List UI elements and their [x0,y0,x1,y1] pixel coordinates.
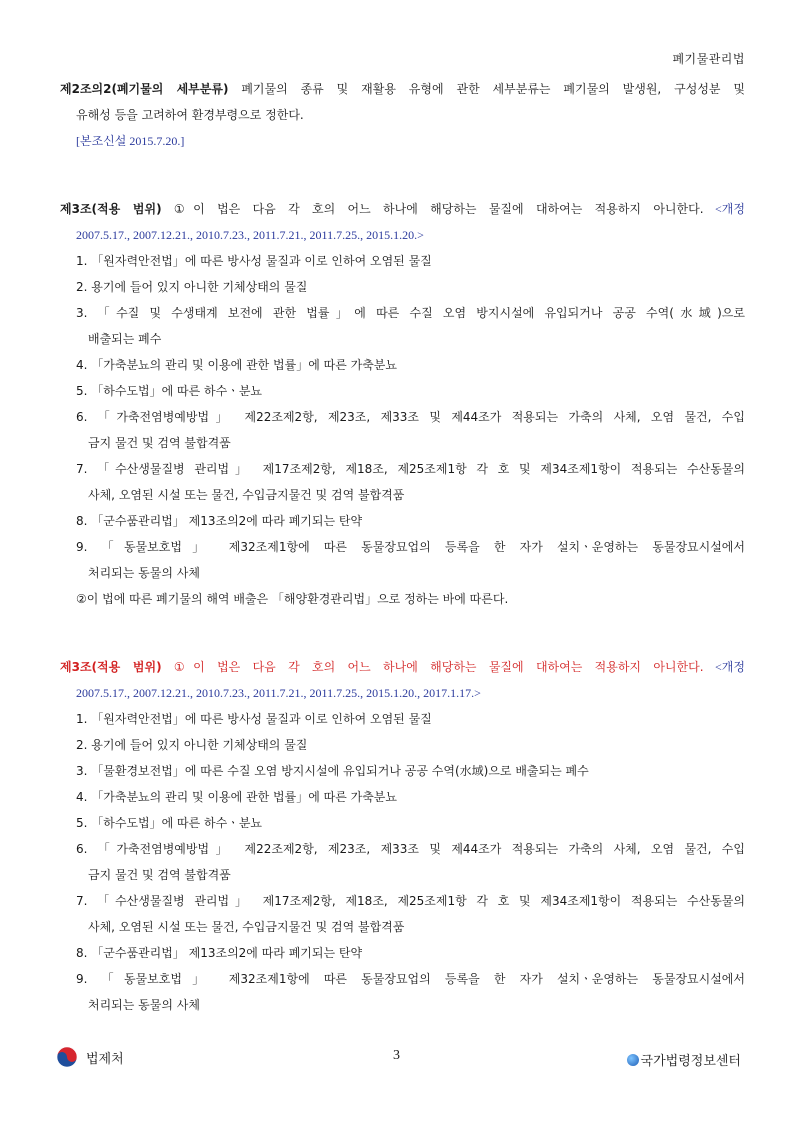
art3b-item3: 3. 「물환경보전법」에 따른 수질 오염 방지시설에 유입되거나 공공 수역(水域)으로 배출되는 폐수 [76,764,589,778]
art3a-item3: 3. 「수질 및 수생태계 보전에 관한 법률」에 따른 수질 오염 방지시설에 유입되거나 공공 수역(水域)으로 [76,306,745,320]
page-header-title: 폐기물관리법 [672,52,745,66]
art3b-amend-label: <개정 [703,660,745,674]
art3a-item7: 7. 「수산생물질병 관리법」 제17조제2항, 제18조, 제25조제1항 각 호 및 제34조제1항이 적용되는 수산동물의 [76,462,745,476]
art3b-amend-dates: 2007.5.17., 2007.12.21., 2010.7.23., 2011.7.21., 2011.7.25., 2015.1.20., 2017.1.17.> [76,686,481,700]
art3b-item6-cont: 금지 물건 및 검역 불합격품 [88,868,231,882]
art3a-line1 [60,196,745,222]
art3b-item9-cont: 처리되는 동물의 사체 [88,998,200,1012]
art2-heading: 제2조의2(폐기물의 세부분류) [60,82,229,96]
art3a-item7-cont: 사체, 오염된 시설 또는 물건, 수입금지물건 및 검역 불합격품 [88,488,405,502]
footer-left-label: 법제처 [86,1051,124,1067]
art3b-line1 [60,654,745,680]
page-number: 3 [393,1048,400,1063]
art3a-amend-label: <개정 [703,202,745,216]
art3b-item1: 1. 「원자력안전법」에 따른 방사성 물질과 이로 인하여 오염된 물질 [76,712,432,726]
art3b-item9: 9. 「동물보호법」 제32조제1항에 따른 동물장묘업의 등록을 한 자가 설치ㆍ운영하는 동물장묘시설에서 [76,972,745,986]
art2-note: [본조신설 2015.7.20.] [76,134,185,148]
art3a-item3-cont: 배출되는 폐수 [88,332,162,346]
art2-line2: 유해성 등을 고려하여 환경부령으로 정한다. [76,108,304,122]
art3a-amend-dates: 2007.5.17., 2007.12.21., 2010.7.23., 2011.7.21., 2011.7.25., 2015.1.20.> [76,228,424,242]
art3b-item6: 6. 「가축전염병예방법」 제22조제2항, 제23조, 제33조 및 제44조가 적용되는 가축의 사체, 오염 물건, 수입 [76,842,745,856]
art3b-intro: ①이 법은 다음 각 호의 어느 하나에 해당하는 물질에 대하여는 적용하지 아니한다. [161,660,704,674]
art3a-paragraph2: ②이 법에 따른 폐기물의 해역 배출은 「해양환경관리법」으로 정하는 바에 따른다. [76,592,509,606]
art3a-item2: 2. 용기에 들어 있지 아니한 기체상태의 물질 [76,280,308,294]
art3b-item4: 4. 「가축분뇨의 관리 및 이용에 관한 법률」에 따른 가축분뇨 [76,790,397,804]
footer-right-label: 국가법령정보센터 [640,1054,741,1069]
footer-right [627,1050,741,1069]
art3b-item8: 8. 「군수품관리법」 제13조의2에 따라 폐기되는 탄약 [76,946,363,960]
page-footer [0,1046,793,1076]
art3a-item6-cont: 금지 물건 및 검역 불합격품 [88,436,231,450]
art3a-item1: 1. 「원자력안전법」에 따른 방사성 물질과 이로 인하여 오염된 물질 [76,254,432,268]
globe-icon [627,1054,639,1066]
art3b-heading: 제3조(적용 범위) [60,660,162,674]
art2-text1: 폐기물의 종류 및 재활용 유형에 관한 세부분류는 폐기물의 발생원, 구성성분 및 [228,82,745,96]
art3a-heading: 제3조(적용 범위) [60,202,162,216]
art3a-item4: 4. 「가축분뇨의 관리 및 이용에 관한 법률」에 따른 가축분뇨 [76,358,397,372]
art3a-item5: 5. 「하수도법」에 따른 하수ㆍ분뇨 [76,384,262,398]
art3a-item9: 9. 「동물보호법」 제32조제1항에 따른 동물장묘업의 등록을 한 자가 설치ㆍ운영하는 동물장묘시설에서 [76,540,745,554]
art3a-item6: 6. 「가축전염병예방법」 제22조제2항, 제23조, 제33조 및 제44조가 적용되는 가축의 사체, 오염 물건, 수입 [76,410,745,424]
art3b-item5: 5. 「하수도법」에 따른 하수ㆍ분뇨 [76,816,262,830]
art3b-item7-cont: 사체, 오염된 시설 또는 물건, 수입금지물건 및 검역 불합격품 [88,920,405,934]
art2-line1 [60,76,745,102]
document-body [60,76,745,1018]
art3a-item8: 8. 「군수품관리법」 제13조의2에 따라 폐기되는 탄약 [76,514,363,528]
art3a-intro: ①이 법은 다음 각 호의 어느 하나에 해당하는 물질에 대하여는 적용하지 아니한다. [161,202,704,216]
art3a-item9-cont: 처리되는 동물의 사체 [88,566,200,580]
art3b-item7: 7. 「수산생물질병 관리법」 제17조제2항, 제18조, 제25조제1항 각 호 및 제34조제1항이 적용되는 수산동물의 [76,894,745,908]
art3b-item2: 2. 용기에 들어 있지 아니한 기체상태의 물질 [76,738,308,752]
